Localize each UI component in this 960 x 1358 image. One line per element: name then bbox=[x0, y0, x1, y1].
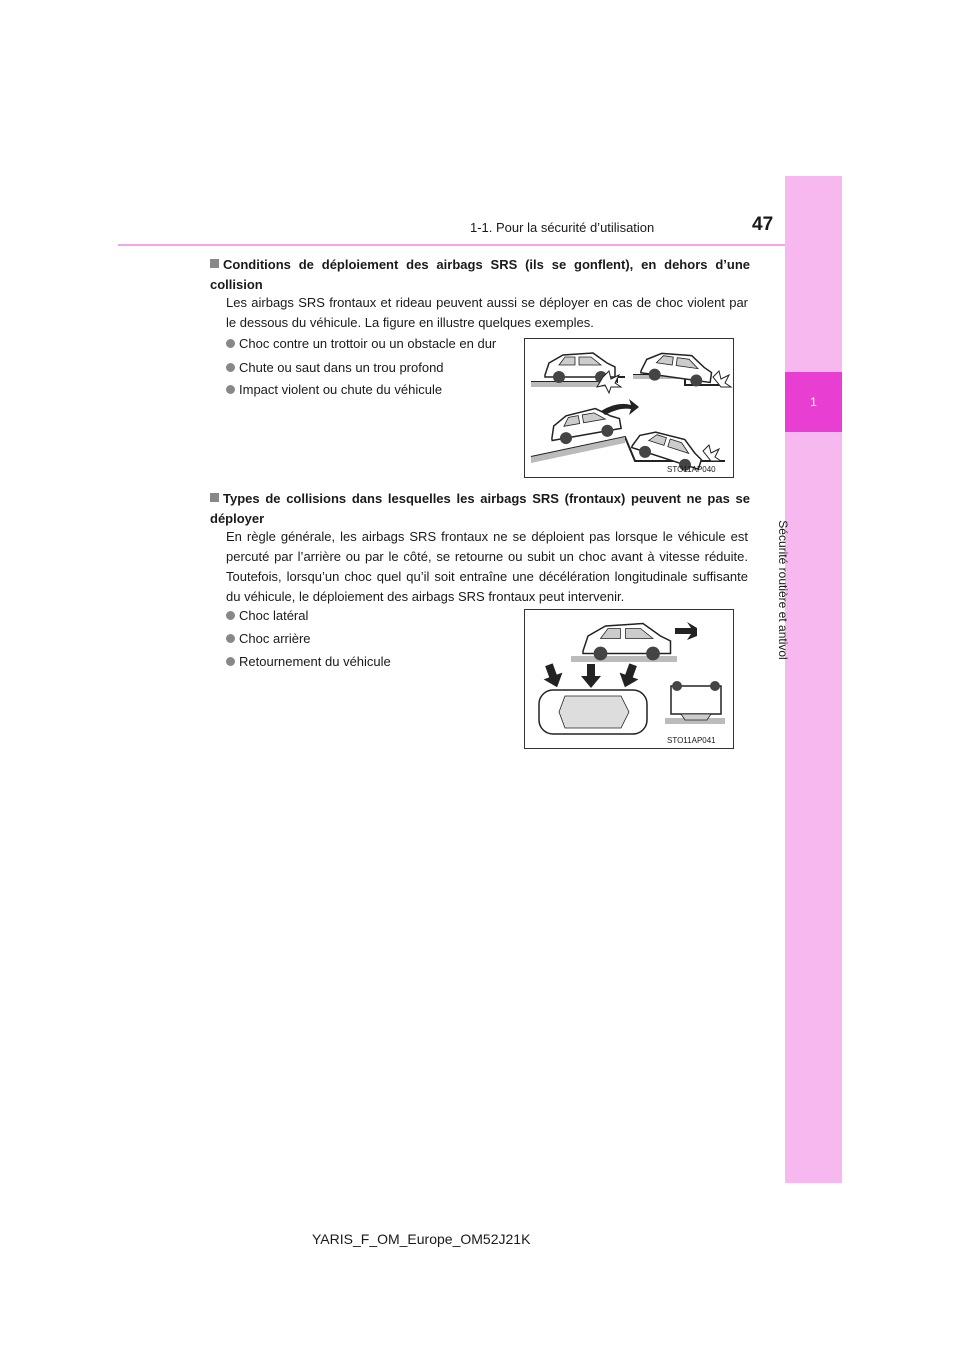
chapter-side-tab bbox=[785, 176, 842, 1183]
car-top-view-icon bbox=[539, 690, 647, 734]
circle-bullet-icon bbox=[226, 363, 235, 372]
header-divider bbox=[118, 244, 842, 246]
section-heading bbox=[210, 255, 750, 295]
list-item: Choc contre un trottoir ou un obstacle en dur bbox=[226, 336, 496, 352]
down-arrow-icon bbox=[615, 661, 642, 690]
list-item: Chute ou saut dans un trou profond bbox=[226, 360, 444, 376]
chapter-number: 1 bbox=[810, 395, 817, 409]
circle-bullet-icon bbox=[226, 339, 235, 348]
header-title: 1-1. Pour la sécurité d’utilisation bbox=[470, 220, 655, 235]
section-heading-text: Conditions de déploiement des airbags SRS (ils se gonflent), en dehors d’une collision bbox=[210, 257, 750, 292]
car-icon bbox=[640, 349, 713, 388]
section-body: En règle générale, les airbags SRS frontaux ne se déploient pas lorsque le véhicule est percuté par l’arrière ou par le côté, se retourne ou subit un choc avant à vitesse réduite. Toutefois, lorsqu’un choc quel qu’il soit entraîne une décélération longitudinale suffisante du véhicule, le déploiement des airbags SRS frontaux peut intervenir. bbox=[226, 529, 748, 604]
car-icon bbox=[583, 624, 671, 661]
overturned-car-icon bbox=[671, 681, 721, 720]
impact-arrow-icon bbox=[675, 622, 697, 640]
chapter-side-label: Sécurité routière et antivol bbox=[776, 520, 790, 660]
airbag-deployment-illustration bbox=[524, 338, 734, 478]
motion-arrow-icon bbox=[601, 399, 639, 415]
list-item: Choc latéral bbox=[226, 608, 308, 624]
page-number: 47 bbox=[752, 214, 774, 235]
footer-document-id: YARIS_F_OM_Europe_OM52J21K bbox=[312, 1231, 531, 1247]
figure-code: STO11AP041 bbox=[667, 736, 716, 745]
circle-bullet-icon bbox=[226, 634, 235, 643]
section-body: Les airbags SRS frontaux et rideau peuvent aussi se déployer en cas de choc violent par le dessous du véhicule. La figure en illustre quelques exemples. bbox=[226, 295, 748, 330]
collision-type-drawings bbox=[525, 610, 733, 748]
section-heading-text: Types de collisions dans lesquelles les airbags SRS (frontaux) peuvent ne pas se déployer bbox=[210, 491, 750, 526]
circle-bullet-icon bbox=[226, 611, 235, 620]
square-bullet-icon bbox=[210, 493, 219, 502]
figure-code: STO11AP040 bbox=[667, 465, 716, 474]
down-arrow-icon bbox=[581, 664, 601, 688]
circle-bullet-icon bbox=[226, 385, 235, 394]
car-impact-drawings bbox=[525, 339, 733, 477]
list-item: Retournement du véhicule bbox=[226, 654, 391, 670]
list-item: Choc arrière bbox=[226, 631, 311, 647]
square-bullet-icon bbox=[210, 259, 219, 268]
circle-bullet-icon bbox=[226, 657, 235, 666]
list-item: Impact violent ou chute du véhicule bbox=[226, 382, 442, 398]
non-deployment-illustration bbox=[524, 609, 734, 749]
section-heading bbox=[210, 489, 750, 529]
down-arrow-icon bbox=[539, 661, 566, 690]
